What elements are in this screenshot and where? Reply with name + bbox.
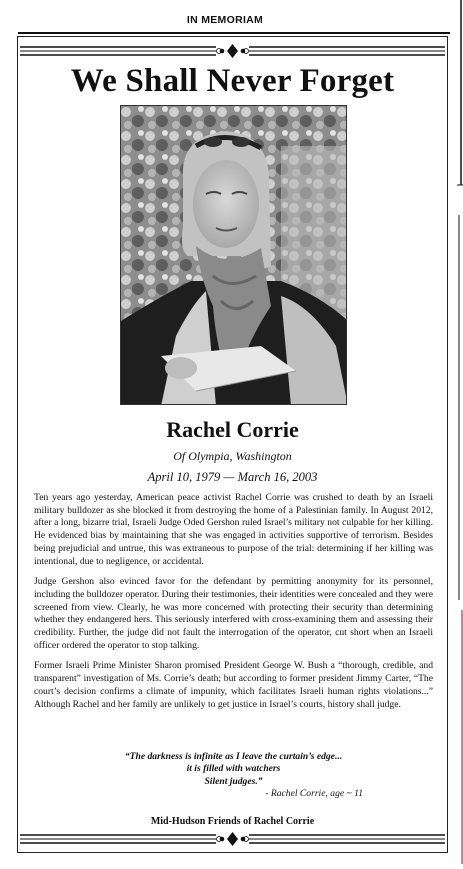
person-life-dates: April 10, 1979 — March 16, 2003 <box>147 470 318 484</box>
memorial-body <box>34 492 433 719</box>
portrait-photo <box>120 105 347 405</box>
poem-line: “The darkness is infinite as I leave the curtain’s edge... <box>124 751 343 762</box>
sponsor-name: Mid-Hudson Friends of Rachel Corrie <box>150 816 315 827</box>
page-edge-strip <box>454 0 463 864</box>
poem-line: it is filled with watchers <box>186 763 281 775</box>
poem-quote <box>34 751 433 801</box>
portrait-illustration <box>121 106 347 405</box>
section-label: IN MEMORIAM <box>186 14 264 26</box>
person-name: Rachel Corrie <box>166 417 299 442</box>
section-divider <box>18 32 450 34</box>
top-ornament-rule <box>20 40 445 62</box>
body-paragraph: Ten years ago yesterday, American peace activist Rachel Corrie was crushed to death by an Israeli military bulldozer as she blocked it from destroying the home of a Palestinian family. In August 2012, after a long, bizarre trial, Israeli Judge Oded Gershon ruled Israel’s military not culpable for her killing. He evidenced bias by maintaining that she was engaged in activities supportive of terrorism. Besides being prejudicial and untrue, this was extraneous to purpose of the trial: determining if her killing was intentional, due to negligence, or accidental. <box>34 492 433 567</box>
person-hometown: Of Olympia, Washington <box>173 449 292 463</box>
body-paragraph: Former Israeli Prime Minister Sharon promised President George W. Bush a “thorough, credible, and transparent” investigation of Ms. Corrie’s death; but according to former president Jimmy Carter, “The court’s decision confirms a climate of impunity, which facilitates Israeli human rights violations...” Although Rachel and her family are unlikely to get justice in Israel’s courts, history shall judge. <box>34 660 433 710</box>
poem-attribution: - Rachel Corrie, age ~ 11 <box>265 788 363 800</box>
adjacent-column-edge <box>454 0 463 864</box>
body-paragraph: Judge Gershon also evinced favor for the defendant by permitting anonymity for its personnel, including the bulldozer operator. During their testimonies, their identities were concealed and they were screened from view. Clearly, he was more concerned with protecting their security than determining whether they endangered hers. This seriously interfered with cross-examining them and assessing their credibility. Further, the judge did not fault the interrogation of the operator, cut short when an Israeli officer ordered the operator to stop talking. <box>34 576 433 651</box>
poem-line: Silent judges.” <box>204 775 263 787</box>
bottom-ornament-rule <box>20 828 445 850</box>
memorial-title: We Shall Never Forget <box>70 63 395 99</box>
